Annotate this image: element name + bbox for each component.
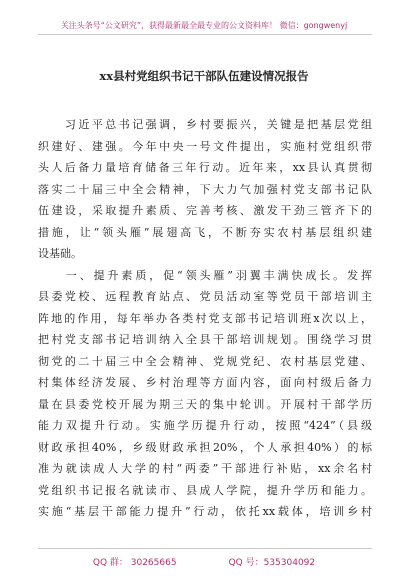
body-line: 头人后备力量培育储备三年行动。近年来，xx县认真贯彻 (38, 161, 372, 174)
body-line: 村集体经济发展、乡村治理等方面内容，面向村级后备力 (38, 376, 372, 389)
header-divider (38, 34, 372, 35)
body-line: 落实二十届三中全会精神，下大力气加强村党支部书记队 (38, 182, 372, 196)
body-line: 把村党支部书记培训纳入全县干部培训规划。围绕学习贯 (38, 333, 372, 346)
qq-number-label: QQ 号：535304092 (228, 558, 316, 568)
body-line: 党组织书记报名就读市、县成人学院，提升学历和能力。 (38, 483, 372, 497)
body-line: 准为就读成人大学的村“两委”干部进行补贴，xx余名村 (38, 462, 372, 475)
body-line: 阵地的作用，每年举办各类村党支部书记培训班x次以上， (38, 311, 372, 325)
qq-group-label: QQ 群： 30265665 (92, 558, 177, 568)
body-line: 能力双提升行动。实施学历提升行动，按照“424”（县级 (38, 419, 372, 432)
body-line: 织建好、建强。今年中央一号文件提出，实施村党组织带 (38, 139, 372, 153)
body-line: 量在县委党校开展为期三天的集中轮训。开展村干部学历 (38, 397, 372, 411)
body-line: 县委党校、远程教育站点、党员活动室等党员干部培训主 (38, 290, 372, 303)
body-line: 伍建设，采取提升素质、完善考核、激发干劲三管齐下的 (38, 204, 372, 217)
footer-divider (38, 548, 372, 549)
document-title: xx县村党组织书记干部队伍建设情况报告 (99, 69, 309, 83)
body-line: 彻党的二十届三中全会精神、党规党纪、农村基层党建、 (38, 354, 372, 368)
body-line: 设基础。 (38, 247, 82, 260)
page-footer (0, 555, 408, 568)
body-line: 一、提升素质，促“领头雁”羽翼丰满快成长。发挥 (38, 268, 372, 282)
page-header: 关注头条号“公文研究”，获得最新最全最专业的公文资料库！ 微信：gongwenyj (60, 21, 348, 30)
document-body (38, 114, 372, 523)
body-line: 习近平总书记强调，乡村要振兴，关键是把基层党组 (38, 118, 372, 131)
body-line: 措施，让“领头雁”展翅高飞，不断夯实农村基层组织建 (38, 225, 372, 239)
body-line: 财政承担40%，乡级财政承担20%，个人承担40%）的标 (38, 440, 372, 454)
body-line: 实施“基层干部能力提升”行动，依托xx载体，培训乡村 (38, 505, 372, 518)
